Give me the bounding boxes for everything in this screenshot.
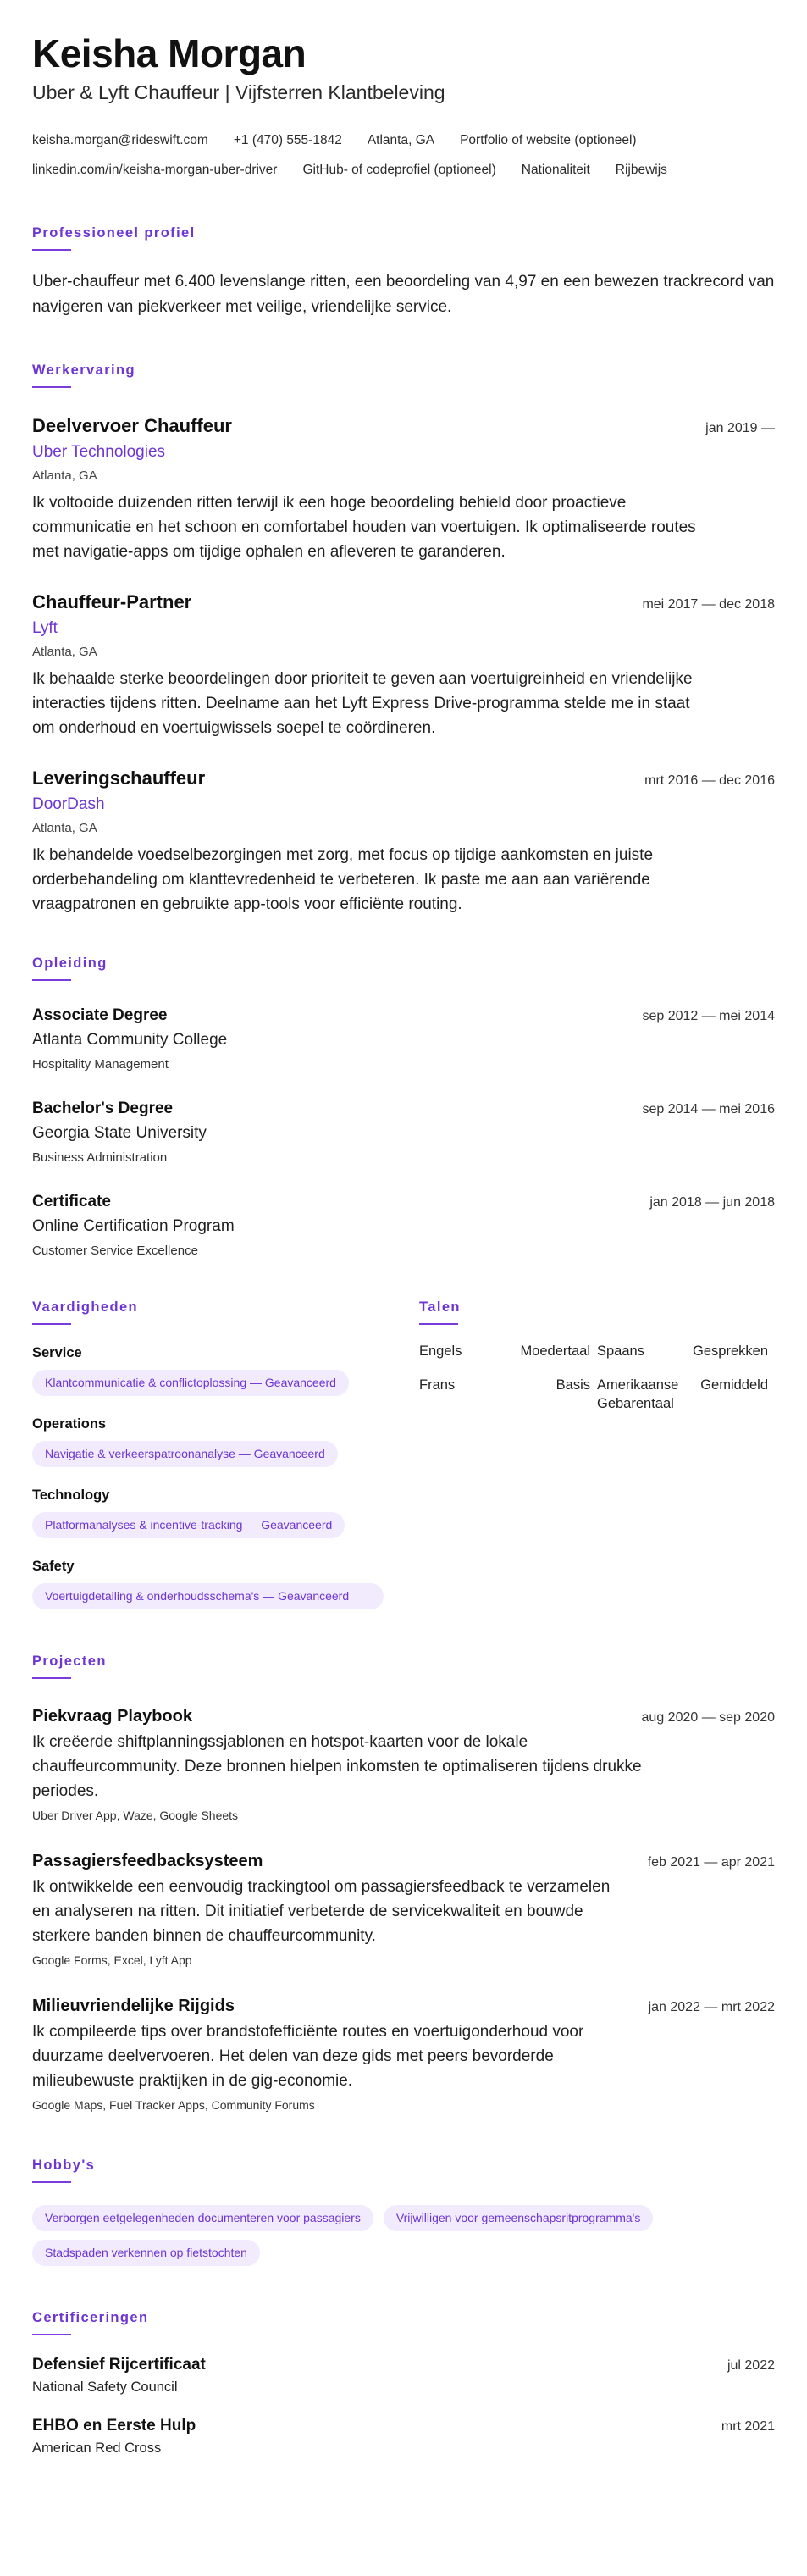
education-field: Hospitality Management (32, 1057, 169, 1072)
skill-category: Technology (32, 1487, 110, 1503)
project-dates: jan 2022 — mrt 2022 (648, 2000, 775, 2014)
language-name: Amerikaanse Gebarentaal (597, 1377, 679, 1411)
section-divider (32, 2334, 71, 2335)
section-title-languages: Talen (419, 1299, 461, 1315)
education-dates: sep 2012 — mei 2014 (642, 1009, 775, 1023)
education-entry (32, 1098, 775, 1167)
job-company: DoorDash (32, 795, 105, 813)
hobbies-section (32, 2156, 775, 2266)
contact-phone[interactable]: +1 (470) 555-1842 (233, 133, 342, 147)
contact-drivers-license: Rijbewijs (615, 163, 667, 177)
section-divider (32, 1677, 71, 1679)
skill-category: Safety (32, 1559, 75, 1574)
project-title: Passagiersfeedbacksysteem (32, 1852, 263, 1870)
skill-category: Service (32, 1345, 82, 1360)
certification-issuer: National Safety Council (32, 2379, 178, 2395)
hobby-pill: Verborgen eetgelegenheden documenteren voor passagiers (32, 2205, 373, 2231)
section-title-education: Opleiding (32, 956, 108, 971)
education-degree: Certificate (32, 1193, 111, 1210)
education-degree: Bachelor's Degree (32, 1100, 174, 1117)
section-divider (419, 1323, 458, 1325)
contact-github[interactable]: GitHub- of codeprofiel (optioneel) (302, 163, 496, 177)
education-section (32, 954, 775, 1260)
section-title-profile: Professioneel profiel (32, 225, 196, 241)
contact-info (32, 125, 775, 185)
certification-date: mrt 2021 (721, 2419, 775, 2434)
skill-pill: Platformanalyses & incentive-tracking — Geavanceerd (32, 1512, 345, 1538)
resume-header (32, 30, 775, 185)
language-level: Moedertaal (520, 1343, 590, 1359)
profile-summary: Uber-chauffeur met 6.400 levenslange ritten, een beoordeling van 4,97 en een bewezen trackrecord van navigeren van piekverkeer met veilige, vriendelijke service. (32, 273, 775, 316)
education-degree: Associate Degree (32, 1006, 168, 1024)
job-dates: mei 2017 — dec 2018 (642, 597, 775, 612)
project-tools: Google Forms, Excel, Lyft App (32, 1953, 192, 1967)
project-entry (32, 1704, 775, 1824)
projects-section (32, 1652, 775, 2113)
skill-group (32, 1343, 389, 1396)
section-title-skills: Vaardigheden (32, 1299, 139, 1315)
hobby-pill: Vrijwilligen voor gemeenschapsritprogramma's (384, 2205, 654, 2231)
contact-location: Atlanta, GA (367, 133, 435, 147)
contact-nationality: Nationaliteit (521, 163, 590, 177)
job-dates: jan 2019 — (705, 421, 775, 435)
language-name: Engels (419, 1343, 462, 1359)
education-field: Business Administration (32, 1150, 168, 1165)
job-title: Chauffeur-Partner (32, 591, 192, 612)
language-level: Gesprekken (693, 1343, 768, 1359)
certification-name: Defensief Rijcertificaat (32, 2356, 206, 2374)
education-school: Atlanta Community College (32, 1031, 228, 1049)
education-field: Customer Service Excellence (32, 1244, 198, 1258)
job-company: Lyft (32, 619, 58, 637)
profile-section (32, 224, 775, 320)
certification-name: EHBO en Eerste Hulp (32, 2417, 196, 2435)
certification-issuer: American Red Cross (32, 2440, 162, 2456)
certifications-section (32, 2308, 775, 2457)
project-description: Ik ontwikkelde een eenvoudig trackingtool om passagiersfeedback te verzamelen en analyseren na ritten. Dit initiatief verbeterde de servicekwaliteit en bouwde sterkere banden binnen de chauffeurcommunity. (32, 1878, 611, 1945)
section-divider (32, 386, 71, 388)
job-description: Ik behaalde sterke beoordelingen door prioriteit te geven aan voertuigreinheid en vriendelijke interacties tijdens ritten. Deelname aan het Lyft Express Drive-programma stelde me in staat om onderhoud en voertuigwissels soepel te coördineren. (32, 670, 693, 737)
skills-languages-row (32, 1298, 775, 1609)
section-title-projects: Projecten (32, 1654, 107, 1669)
skill-group (32, 1486, 389, 1538)
language-name: Frans (419, 1377, 456, 1393)
job-title: Deelvervoer Chauffeur (32, 415, 232, 436)
section-divider (32, 1323, 71, 1325)
job-entry (32, 413, 775, 564)
skill-pill: Voertuigdetailing & onderhoudsschema's — Geavanceerd (32, 1583, 384, 1609)
education-entry (32, 1191, 775, 1260)
skill-pill: Navigatie & verkeerspatroonanalyse — Geavanceerd (32, 1441, 338, 1467)
hobby-pill: Stadspaden verkennen op fietstochten (32, 2240, 260, 2266)
certification-entry (32, 2354, 775, 2396)
education-dates: sep 2014 — mei 2016 (642, 1102, 775, 1116)
job-entry (32, 766, 775, 917)
section-divider (32, 2181, 71, 2183)
language-level: Gemiddeld (700, 1377, 768, 1393)
job-dates: mrt 2016 — dec 2016 (644, 773, 775, 788)
job-entry (32, 590, 775, 740)
languages-grid (419, 1342, 775, 1428)
job-title: Leveringschauffeur (32, 767, 206, 789)
job-location: Atlanta, GA (32, 645, 97, 659)
skill-pill: Klantcommunicatie & conflictoplossing — Geavanceerd (32, 1370, 349, 1396)
project-description: Ik compileerde tips over brandstofefficiënte routes en voertuigonderhoud voor duurzame deelvervoeren. Het delen van deze gids met peers bevorderde milieubewuste praktijken in de gig-economie. (32, 2023, 584, 2090)
skill-group (32, 1557, 389, 1609)
candidate-headline: Uber & Lyft Chauffeur | Vijfsterren Klantbeleving (32, 81, 445, 103)
contact-portfolio[interactable]: Portfolio of website (optioneel) (460, 133, 637, 147)
skills-section (32, 1298, 389, 1609)
languages-section (419, 1298, 775, 1609)
project-dates: feb 2021 — apr 2021 (647, 1855, 775, 1870)
skill-group (32, 1415, 389, 1467)
project-tools: Google Maps, Fuel Tracker Apps, Community Forums (32, 2098, 315, 2112)
job-description: Ik behandelde voedselbezorgingen met zorg, met focus op tijdige aankomsten en juiste orderbehandeling om klanttevredenheid te verbeteren. Ik paste me aan aan variërende vraagpatronen en gebruikte app-tools voor efficiënte routing. (32, 846, 654, 913)
project-tools: Uber Driver App, Waze, Google Sheets (32, 1809, 239, 1822)
project-title: Piekvraag Playbook (32, 1707, 192, 1726)
language-level: Basis (556, 1377, 590, 1393)
hobby-list (32, 2197, 760, 2266)
section-title-certifications: Certificeringen (32, 2310, 149, 2325)
skill-category: Operations (32, 1416, 107, 1432)
work-section (32, 361, 775, 917)
education-school: Online Certification Program (32, 1217, 235, 1235)
contact-linkedin[interactable]: linkedin.com/in/keisha-morgan-uber-driver (32, 163, 278, 177)
certification-date: jul 2022 (727, 2358, 775, 2373)
section-title-work: Werkervaring (32, 363, 135, 378)
education-school: Georgia State University (32, 1124, 207, 1142)
job-location: Atlanta, GA (32, 821, 97, 835)
candidate-name: Keisha Morgan (32, 31, 307, 75)
contact-email[interactable]: keisha.morgan@rideswift.com (32, 133, 208, 147)
project-entry (32, 1994, 775, 2113)
job-company: Uber Technologies (32, 443, 166, 461)
project-entry (32, 1849, 775, 1969)
education-entry (32, 1005, 775, 1074)
section-title-hobbies: Hobby's (32, 2158, 96, 2173)
section-divider (32, 249, 71, 251)
project-description: Ik creëerde shiftplanningssjablonen en hotspot-kaarten voor de lokale chauffeurcommunity. Deze bronnen hielpen inkomsten te optimaliseren tijdens drukke periodes. (32, 1733, 642, 1800)
certification-entry (32, 2415, 775, 2457)
language-name: Spaans (597, 1343, 644, 1359)
project-title: Milieuvriendelijke Rijgids (32, 1997, 235, 2015)
section-divider (32, 979, 71, 981)
project-dates: aug 2020 — sep 2020 (641, 1710, 775, 1725)
job-description: Ik voltooide duizenden ritten terwijl ik een hoge beoordeling behield door proactieve communicatie en het schoon en comfortabel houden van voertuigen. Ik optimaliseerde routes met navigatie-apps om tijdige ophalen en afleveren te garanderen. (32, 494, 696, 561)
job-location: Atlanta, GA (32, 468, 97, 483)
education-dates: jan 2018 — jun 2018 (649, 1195, 775, 1210)
